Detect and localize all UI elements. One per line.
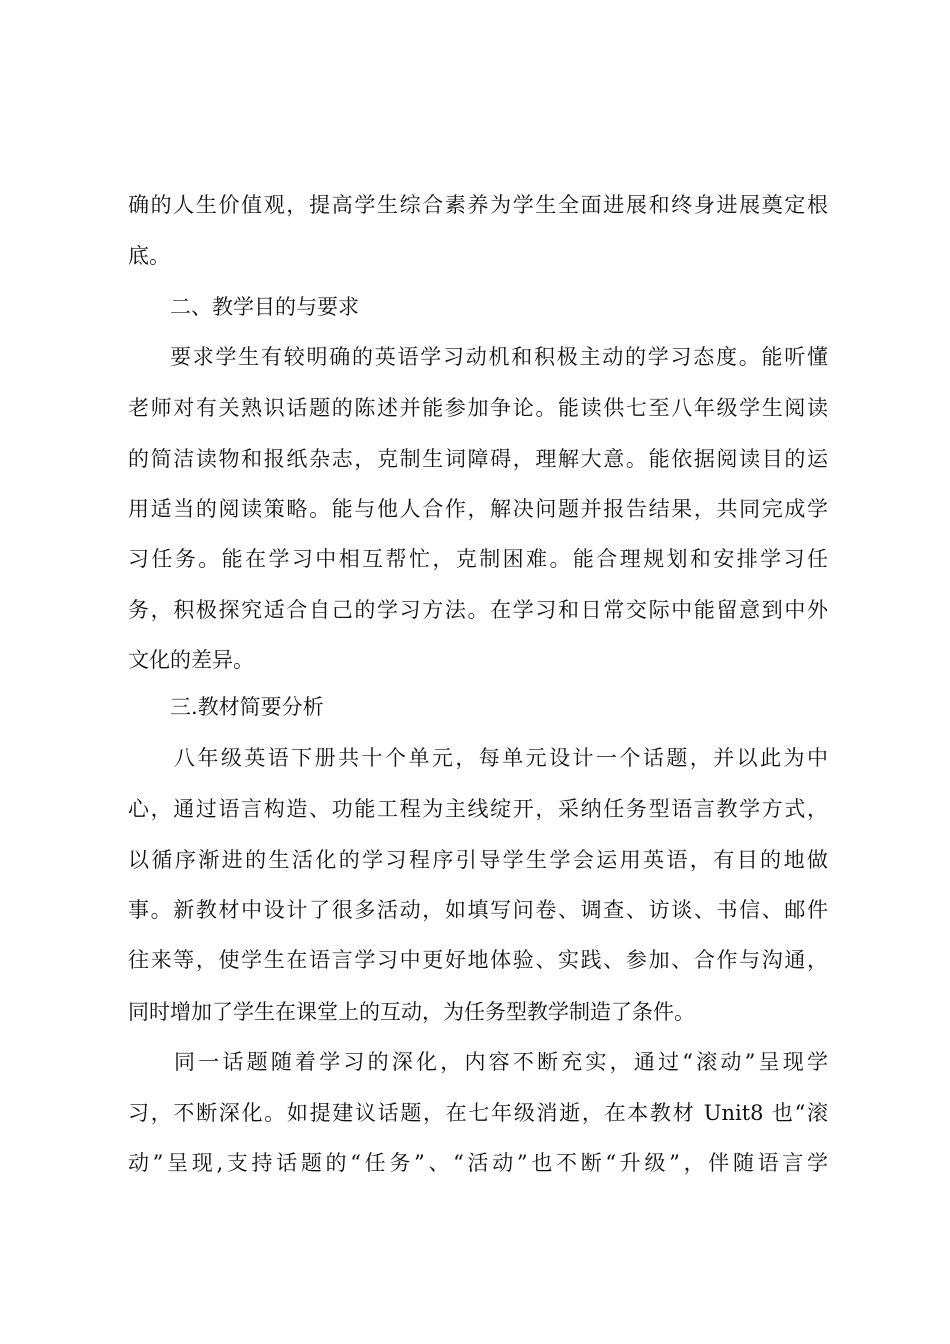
paragraph-line: 老师对有关熟识话题的陈述并能参加争论。能读供七至八年级学生阅读 — [128, 396, 828, 420]
paragraph-line: 同时增加了学生在课堂上的互动，为任务型教学制造了条件。 — [128, 1000, 695, 1024]
paragraph-line: 要求学生有较明确的英语学习动机和积极主动的学习态度。能听懂 — [170, 345, 828, 369]
paragraph-line: 往来等，使学生在语言学习中更好地体验、实践、参加、合作与沟通， — [128, 948, 828, 972]
paragraph-line: 的简洁读物和报纸杂志，克制生词障碍，理解大意。能依据阅读目的运 — [128, 447, 828, 471]
paragraph-line: 动”呈现,支持话题的“任务”、“活动”也不断“升级”，伴随语言学 — [128, 1151, 828, 1175]
paragraph-line: 习任务。能在学习中相互帮忙，克制困难。能合理规划和安排学习任 — [128, 547, 828, 571]
section-heading-objectives: 二、教学目的与要求 — [170, 295, 359, 319]
paragraph-line: 事。新教材中设计了很多活动，如填写问卷、调查、访谈、书信、邮件 — [128, 898, 828, 922]
paragraph-line: 习，不断深化。如提建议话题，在七年级消逝，在本教材 Unit8 也“滚 — [128, 1101, 828, 1125]
section-heading-textbook-analysis: 三.教材简要分析 — [170, 695, 324, 719]
paragraph-line: 用适当的阅读策略。能与他人合作，解决问题并报告结果，共同完成学 — [128, 497, 828, 521]
paragraph-line: 心，通过语言构造、功能工程为主线绽开，采纳任务型语言教学方式， — [128, 797, 828, 821]
paragraph-line: 确的人生价值观，提高学生综合素养为学生全面进展和终身进展奠定根 — [128, 193, 828, 217]
paragraph-line: 底。 — [128, 244, 170, 268]
paragraph-line: 八年级英语下册共十个单元，每单元设计一个话题，并以此为中 — [174, 746, 828, 770]
paragraph-line: 务，积极探究适合自己的学习方法。在学习和日常交际中能留意到中外 — [128, 598, 828, 622]
paragraph-line: 同一话题随着学习的深化，内容不断充实，通过“滚动”呈现学 — [174, 1050, 828, 1074]
paragraph-line: 以循序渐进的生活化的学习程序引导学生学会运用英语，有目的地做 — [128, 848, 828, 872]
paragraph-line: 文化的差异。 — [128, 648, 254, 672]
